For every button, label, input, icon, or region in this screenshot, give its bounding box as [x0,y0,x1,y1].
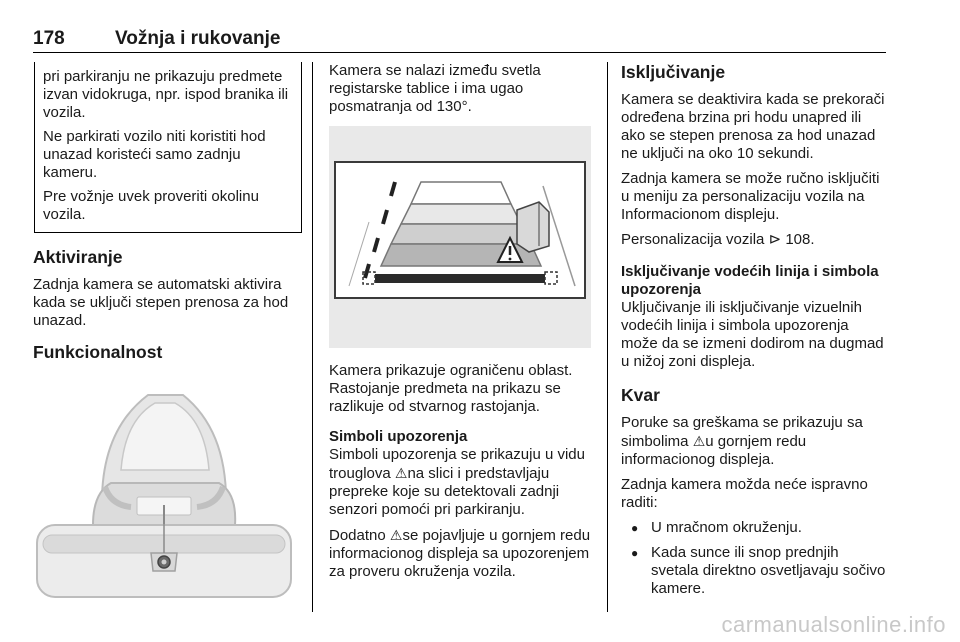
heading-switch-off: Isključivanje [621,62,726,82]
additional-warning-text: Dodatno ⚠se pojavljuje u gornjem redu informacionog displeja sa upozorenjem za proveru okruženja vozila. [329,527,591,580]
switch-off-text-1: Kamera se deaktivira kada se prekorači određena brzina pri hodu unapred ili ako se stepen prenosa za hod unazad ne uključi na oko 10 sekundi. [621,91,885,162]
heading-function: Funkcionalnost [33,342,163,362]
heading-warning-symbols: Simboli upozorenja [329,428,468,445]
warning-symbols-text: Simboli upozorenja se prikazuju u vidu trouglova ⚠na slici i predstavljaju prepreke koje su detektovali zadnji senzori pomoći pri parkiranju. [329,446,585,518]
fault-conditions-list [621,519,889,598]
fault-text-1: Poruke sa greškama se prikazuju sa simbolima ⚠u gornjem redu informacionog displeja. [621,414,863,468]
column-divider-2 [607,62,608,612]
warning-triangle-icon: ⚠ [692,433,706,449]
page-number: 178 [33,28,65,49]
activation-text: Zadnja kamera se automatski aktivira kada se uključi stepen prenosa za hod unazad. [33,276,289,329]
note-text-3: Pre vožnje uvek proveriti okolinu vozila. [43,188,259,223]
warning-note-box [34,62,302,233]
fault-text-2: Zadnja kamera možda neće ispravno raditi: [621,476,868,511]
switch-off-text-2: Zadnja kamera se može ručno isključiti u meniju za personalizaciju vozila na Informacionom displeju. [621,170,880,223]
page-ref-arrow-icon: ⊳ [768,231,782,248]
note-text-1: pri parkiranju ne prikazuju predmete izvan vidokruga, npr. ispod branika ili vozila. [43,68,289,121]
list-item: ● Kada sunce ili snop prednjih svetala direktno osvetljavaju sočivo kamere. [621,544,889,598]
camera-display-illustration [329,126,591,348]
column-2 [329,62,597,588]
rear-car-camera-illustration [33,375,295,607]
personalization-ref-text: Personalizacija vozila ⊳ 108. [621,231,815,248]
heading-fault: Kvar [621,385,660,405]
page-title: Vožnja i rukovanje [115,28,281,49]
list-item: ● U mračnom okruženju. [621,519,889,537]
column-3 [621,62,889,605]
watermark: carmanualsonline.info [721,612,946,637]
heading-guide-lines: Isključivanje vodećih linija i simbola upozorenja [621,263,879,298]
column-divider-1 [312,62,313,612]
warning-triangle-icon: ⚠ [394,465,408,481]
camera-position-text: Kamera se nalazi između svetla registarske tablice i ima ugao posmatranja od 130°. [329,62,541,115]
page-header [33,28,886,53]
column-1 [33,62,298,607]
heading-activation: Aktiviranje [33,247,123,267]
limited-area-text: Kamera prikazuje ograničenu oblast. Rastojanje predmeta na prikazu se razlikuje od stvarnog rastojanja. [329,362,573,415]
note-text-2: Ne parkirati vozilo niti koristiti hod unazad koristeći samo zadnju kameru. [43,128,266,181]
guide-lines-text: Uključivanje ili isključivanje vizuelnih vodećih linija i simbola upozorenja može da se izmeni dodirom na dugmad u nižoj zoni displeja. [621,299,884,370]
warning-triangle-icon: ⚠ [389,527,403,543]
